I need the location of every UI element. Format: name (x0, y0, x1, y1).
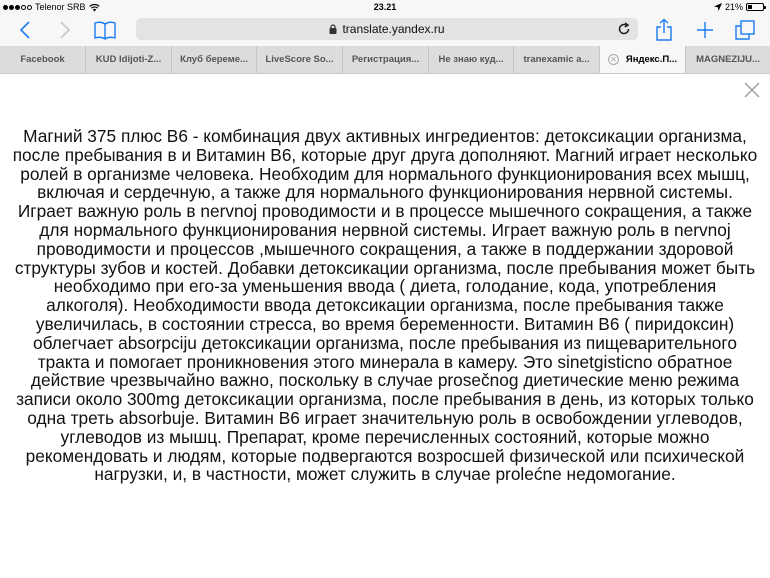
book-icon (93, 20, 117, 40)
tab-livescore[interactable] (257, 46, 343, 73)
tab-klub-bereme[interactable] (172, 46, 257, 73)
plus-icon (696, 21, 714, 39)
bookmarks-button[interactable] (92, 18, 118, 42)
tab-kud-idijoti[interactable] (86, 46, 172, 73)
tabs-icon (735, 20, 755, 40)
close-icon[interactable] (744, 82, 760, 98)
tab-ne-znayu[interactable] (429, 46, 514, 73)
tabs-overview-button[interactable] (732, 18, 758, 42)
chevron-left-icon (19, 21, 31, 39)
share-button[interactable] (651, 18, 677, 42)
status-right (714, 2, 764, 12)
tab-label: tranexamic a... (523, 54, 590, 65)
tab-bar (0, 46, 770, 74)
new-tab-button[interactable] (692, 18, 718, 42)
tab-tranexamic[interactable] (514, 46, 600, 73)
tab-registraciya[interactable] (343, 46, 429, 73)
tab-label: Клуб береме... (180, 54, 248, 65)
tab-label: KUD Idijoti-Z... (95, 54, 162, 65)
address-bar[interactable] (136, 18, 638, 40)
back-button[interactable] (12, 18, 38, 42)
battery-icon (746, 3, 764, 11)
tab-label: Не знаю куд... (438, 54, 504, 65)
reload-icon[interactable] (616, 21, 632, 37)
forward-button[interactable] (52, 18, 78, 42)
tab-facebook[interactable] (0, 46, 86, 73)
tab-yandex-active[interactable] (600, 46, 686, 73)
address-text: translate.yandex.ru (342, 22, 445, 36)
tab-label: MAGNEZIJU... (696, 54, 760, 65)
chevron-right-icon (59, 21, 71, 39)
status-time: 23.21 (373, 2, 397, 12)
tab-magneziju[interactable] (686, 46, 770, 73)
browser-toolbar (0, 15, 770, 46)
location-arrow-icon (714, 3, 722, 11)
carrier-label: Telenor SRB (35, 2, 86, 12)
close-circle-icon[interactable]: ✕ (608, 54, 619, 65)
battery-percent: 21% (724, 2, 743, 12)
status-bar (0, 0, 770, 15)
tab-label: Регистрация... (351, 54, 420, 65)
page-content (0, 74, 770, 578)
tab-label: LiveScore So... (265, 54, 334, 65)
share-icon (655, 18, 673, 42)
tab-label: Яндекс.П... (625, 54, 678, 65)
lock-icon (329, 24, 337, 34)
tab-label: Facebook (20, 54, 65, 65)
translation-text: Магний 375 плюс B6 - комбинация двух активных ингредиентов: детоксикации организма, после пребывания в и Витамин B6, которые друг друга дополняют. Магний играет несколько ролей в организме человека. Необходим для нормального функционирования всех мышц, включая и сердечную, а также для нормального функционирования нервной системы. Играет важную роль в nervnoj проводимости и в процессе мышечного сокращения, а также для нормального функционирования нервной системы. Играет важную роль в nervnoj проводимости и процессов ,мышечного сокращения, а также в поддержании здоровой структуры зубов и костей. Добавки детоксикации организма, после пребывания может быть необходимо при его-за уменьшения ввода ( диета, голодание, кода, употребления алкоголя). Необходимости ввода детоксикации организма, после пребывания также увеличилась, в состоянии стресса, во время беременности. Витамин B6 ( пиридоксин) облегчает absorpciju детоксикации организма, после пребывания из пищеварительного тракта и помогает проникновения этого минерала в камеру. Это sinetgisticno обратное действие чрезвычайно важно, поскольку в случае prosečnog диетические меню режима записи около 300mg детоксикации организма, после пребывания в день, из которых только одна треть absorbuje. Витамин B6 играет значительную роль в освобождении углеводов, углеводов из мышц. Препарат, кроме перечисленных состояний, которые можно рекомендовать и людям, которые подвергаются возросшей физической или психической нагрузки, и, в частности, может служить в случае prolećne недомогание. (12, 126, 758, 485)
